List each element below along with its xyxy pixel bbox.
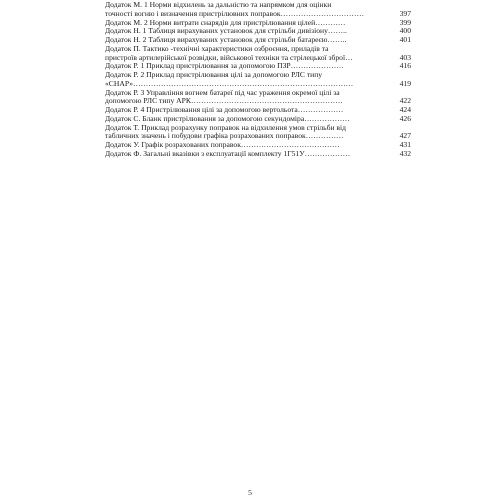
toc-entry-page: 403 bbox=[399, 52, 411, 62]
toc-entry-page: 427 bbox=[399, 131, 411, 141]
toc-entry-page: 432 bbox=[399, 148, 411, 158]
toc-entry-title: Додаток С. Бланк пристрілювання за допомогою секундоміра……………… bbox=[105, 113, 350, 123]
toc-entry-page: 431 bbox=[399, 140, 411, 149]
toc-entry-title: Додаток Н. 1 Таблиця вирахуваних установок для стрільби дивізіону…….. bbox=[105, 26, 347, 36]
toc-entry bbox=[105, 89, 411, 107]
toc-entry-title: Додаток М. 2 Норми витрати снарядів для пристрілювання цілей………… bbox=[105, 17, 346, 27]
toc-entry-page: 426 bbox=[399, 113, 411, 123]
toc-entry-title: Додаток Н. 2 Таблиця вирахуваних установок для стрільби батареєю…….. bbox=[105, 35, 347, 44]
toc-entry bbox=[105, 71, 411, 89]
toc-entry-page: 397 bbox=[399, 8, 411, 18]
toc-entry-title: Додаток Р. 4 Пристрілювання цілі за допомогою вертольота……………… bbox=[105, 105, 344, 114]
toc-entry-page: 399 bbox=[399, 17, 411, 27]
page-number: 5 bbox=[248, 488, 252, 497]
toc-entry-page: 422 bbox=[399, 96, 411, 106]
toc-entry-title: Додаток П. Тактико -технічні характеристики озброєння, приладів та пристроїв артилерійської розвідки, військової техніки та стрілецької зброї… bbox=[105, 43, 353, 62]
toc-entry-title: Додаток Р. 1 Приклад пристрілювання за допомогою ПЗР………………… bbox=[105, 61, 344, 71]
toc-entry-page: 424 bbox=[399, 105, 411, 114]
toc-entry bbox=[105, 1, 411, 19]
toc-entry-title: Додаток М. 1 Норми відхилень за дальністю та напрямком для оцінки точності вогню і визначення пристрілювних поправок…………………………… bbox=[105, 0, 365, 18]
toc-entry-title: Додаток У. Графік розрахованих поправок………………………………… bbox=[105, 140, 340, 149]
toc-entry-page: 416 bbox=[399, 61, 411, 71]
toc-entry-page: 419 bbox=[399, 78, 411, 88]
table-of-contents bbox=[105, 1, 411, 159]
toc-entry bbox=[105, 150, 411, 159]
toc-entry-title: Додаток Т. Приклад розрахунку поправок на відхилення умов стрільби від табличних значень і побудови графіка розрахованих поправок…………… bbox=[105, 122, 346, 141]
toc-entry-page: 400 bbox=[399, 26, 411, 36]
toc-entry-title: Додаток Ф. Загальні вказівки з експлуатації комплекту 1Г51У……………… bbox=[105, 148, 351, 158]
toc-entry bbox=[105, 124, 411, 142]
toc-entry-page: 401 bbox=[399, 35, 411, 44]
toc-entry-title: Додаток Р. 3 Управління вогнем батареї під час ураження окремої цілі за допомогою РЛС типу АРК…………………………………………………… bbox=[105, 87, 343, 106]
toc-entry-title: Додаток Р. 2 Приклад пристрілювання цілі за допомогою РЛС типу «СНАР»…………………………………………………………………………… bbox=[105, 70, 354, 88]
toc-entry bbox=[105, 45, 411, 63]
